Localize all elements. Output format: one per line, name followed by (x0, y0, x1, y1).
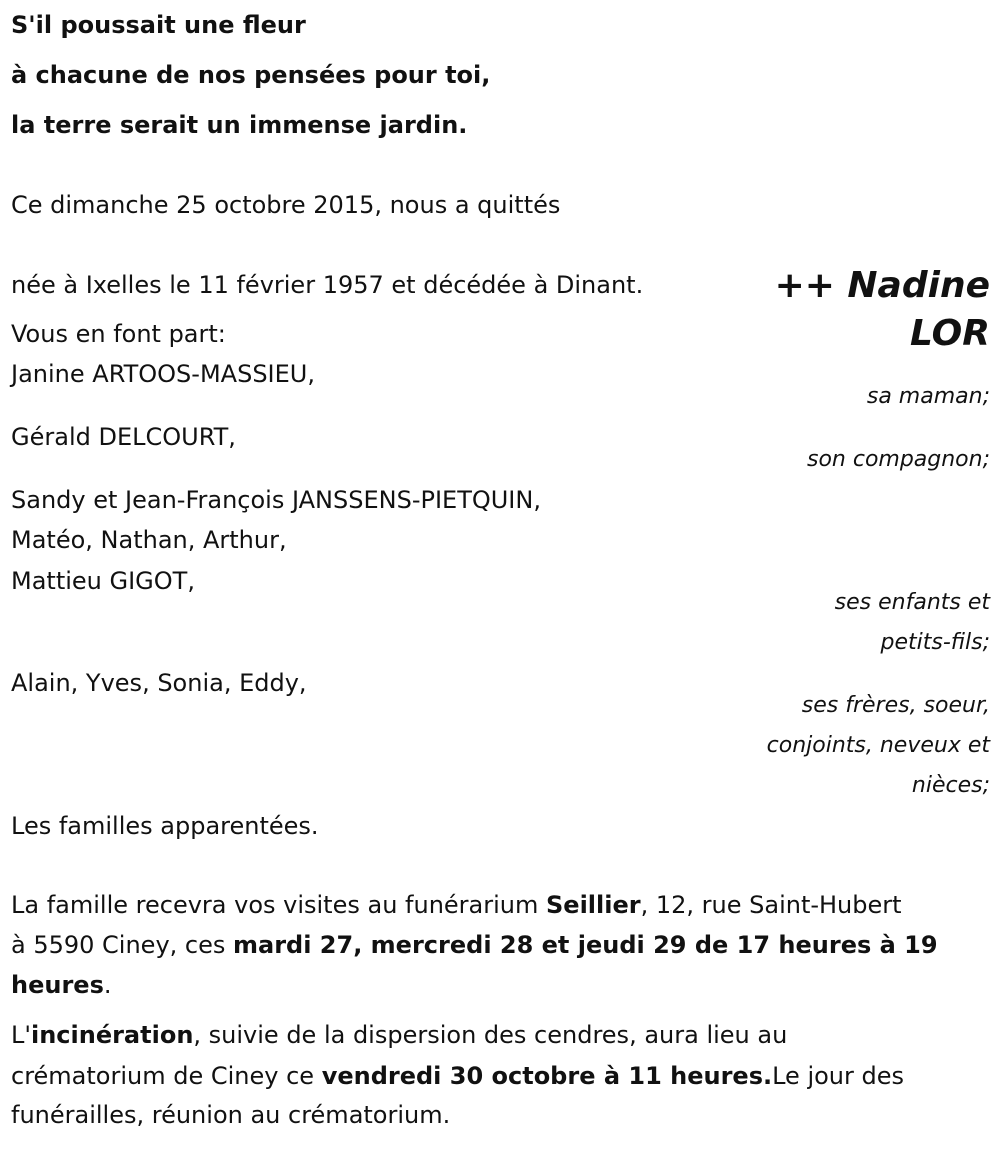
cremation-date: vendredi 30 octobre à 11 heures. (321, 1062, 773, 1090)
announce-text: Vous en font part: (11, 320, 226, 348)
cremation-line-2 (11, 1064, 904, 1088)
deceased-last-name: LOR (910, 313, 990, 354)
family-siblings-role-3: nièces; (911, 773, 990, 798)
family-siblings: Alain, Yves, Sonia, Eddy, (11, 669, 307, 697)
visits-text-3: à 5590 Ciney, ces (11, 931, 233, 959)
visits-line-3 (11, 973, 112, 997)
intro-text: Ce dimanche 25 octobre 2015, nous a quittés (11, 191, 561, 219)
poem-line-1: S'il poussait une fleur (11, 11, 306, 39)
family-relatives: Les familles apparentées. (11, 812, 319, 840)
cremation-line-1 (11, 1023, 787, 1047)
family-children-3: Mattieu GIGOT, (11, 567, 195, 595)
visits-text-1: La famille recevra vos visites au funérarium (11, 891, 546, 919)
family-children-role-2: petits-fils; (880, 630, 990, 655)
family-children-role-1: ses enfants et (834, 590, 990, 615)
cremation-text-3: crématorium de Ciney ce (11, 1062, 322, 1090)
family-mother: Janine ARTOOS-MASSIEU, (11, 360, 315, 388)
family-children-2: Matéo, Nathan, Arthur, (11, 526, 287, 554)
cremation-text-2: , suivie de la dispersion des cendres, aura lieu au (193, 1021, 788, 1049)
family-children-1: Sandy et Jean-François JANSSENS-PIETQUIN, (11, 486, 541, 514)
cremation-line-3: funérailles, réunion au crématorium. (11, 1101, 451, 1129)
poem-line-3: la terre serait un immense jardin. (11, 111, 468, 139)
birth-death-text: née à Ixelles le 11 février 1957 et décédée à Dinant. (11, 271, 644, 299)
funeral-home-name: Seillier (546, 891, 641, 919)
family-mother-role: sa maman; (866, 384, 990, 409)
cremation-word: incinération (30, 1021, 194, 1049)
family-siblings-role-1: ses frères, soeur, (801, 693, 990, 718)
poem-line-2: à chacune de nos pensées pour toi, (11, 61, 491, 89)
visits-line-2 (11, 933, 938, 957)
cremation-text-4: Le jour des (772, 1062, 905, 1090)
deceased-first-name: ++ Nadine (774, 265, 990, 306)
visits-line-1 (11, 893, 902, 917)
family-siblings-role-2: conjoints, neveux et (766, 733, 990, 758)
visits-text-2: , 12, rue Saint-Hubert (640, 891, 902, 919)
family-partner: Gérald DELCOURT, (11, 423, 236, 451)
family-partner-role: son compagnon; (806, 447, 990, 472)
cremation-text-1: L' (11, 1021, 31, 1049)
visit-dates-end: heures (11, 971, 104, 999)
visits-text-4: . (103, 971, 112, 999)
visit-dates: mardi 27, mercredi 28 et jeudi 29 de 17 heures à 19 (233, 931, 938, 959)
